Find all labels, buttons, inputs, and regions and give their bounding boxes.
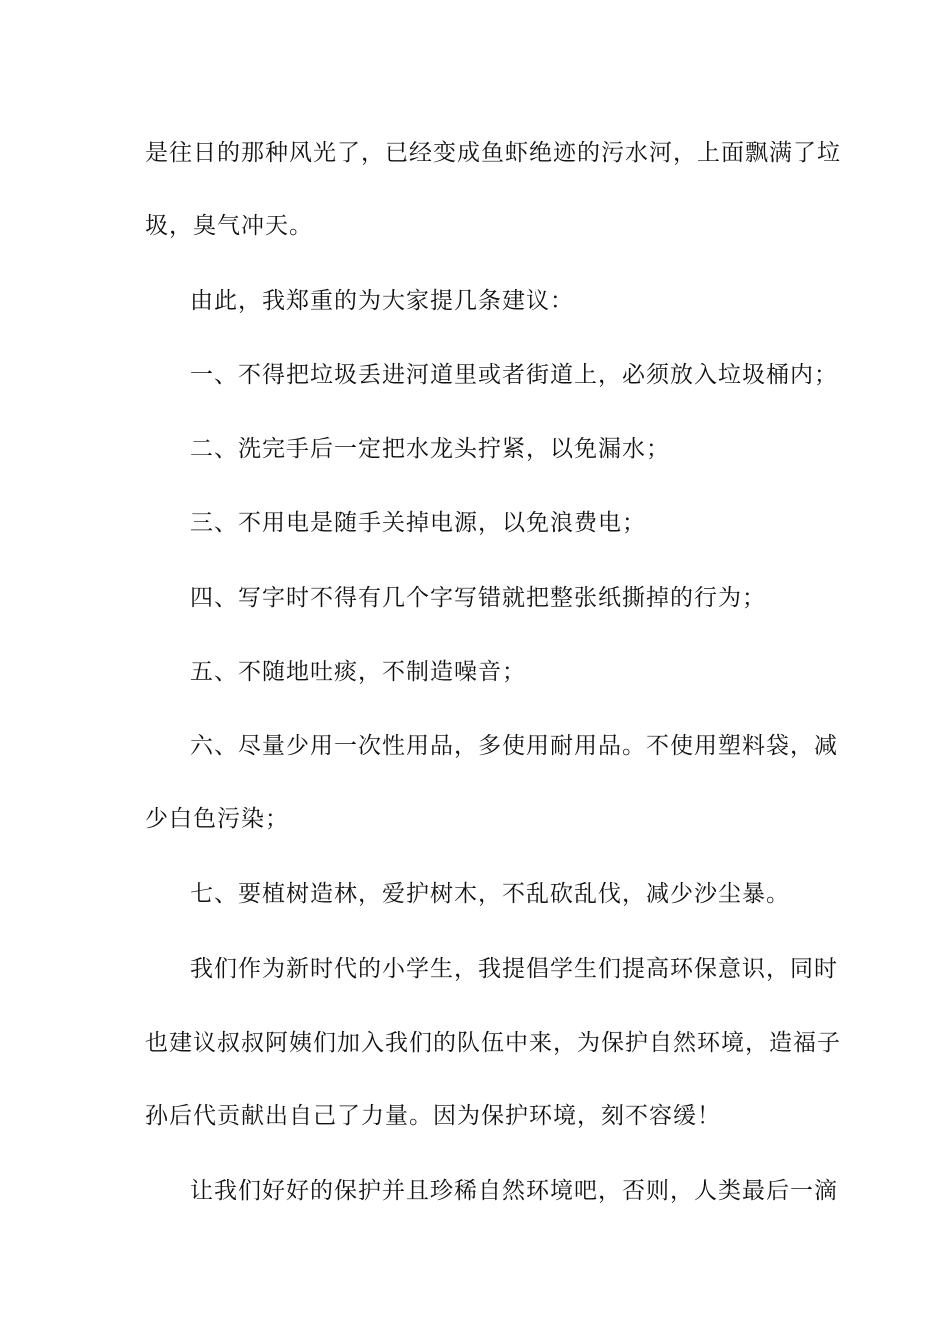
list-item: 二、洗完手后一定把水龙头拧紧，以免漏水； bbox=[190, 436, 670, 462]
text-line: 孙后代贡献出自己了力量。因为保护环境，刻不容缓！ bbox=[145, 1103, 721, 1129]
list-item: 一、不得把垃圾丢进河道里或者街道上，必须放入垃圾桶内； bbox=[190, 362, 838, 388]
text-line: 由此，我郑重的为大家提几条建议： bbox=[190, 288, 574, 314]
list-item: 六、尽量少用一次性用品，多使用耐用品。不使用塑料袋，减 bbox=[190, 733, 838, 759]
list-item: 五、不随地吐痰，不制造噪音； bbox=[190, 659, 526, 685]
text-line: 让我们好好的保护并且珍稀自然环境吧，否则，人类最后一滴 bbox=[190, 1178, 838, 1204]
text-line: 是往日的那种风光了，已经变成鱼虾绝迹的污水河，上面飘满了垃 bbox=[145, 140, 841, 166]
text-line: 我们作为新时代的小学生，我提倡学生们提高环保意识，同时 bbox=[190, 956, 838, 982]
list-item: 七、要植树造林，爱护树木，不乱砍乱伐，减少沙尘暴。 bbox=[190, 881, 790, 907]
text-line: 也建议叔叔阿姨们加入我们的队伍中来，为保护自然环境，造福子 bbox=[145, 1030, 841, 1056]
text-line: 圾，臭气冲天。 bbox=[145, 213, 313, 239]
list-item: 四、写字时不得有几个字写错就把整张纸撕掉的行为； bbox=[190, 585, 766, 611]
list-item: 三、不用电是随手关掉电源，以免浪费电； bbox=[190, 510, 646, 536]
text-line: 少白色污染； bbox=[145, 806, 289, 832]
